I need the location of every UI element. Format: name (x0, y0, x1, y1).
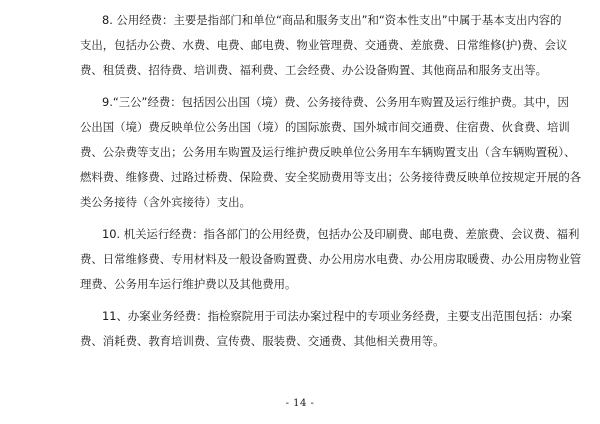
text-line: 10. 机关运行经费：指各部门的公用经费，包括办公及印刷费、邮电费、差旅费、会议费、福利 (102, 227, 580, 241)
text-line: 费、消耗费、教育培训费、宣传费、服装费、交通费、其他相关费用等。 (80, 334, 445, 348)
text-line: 燃料费、维修费、过路过桥费、保险费、安全奖励费用等支出；公务接待费反映单位按规定开展的各 (80, 170, 582, 184)
paragraph-operating-expenses (80, 222, 582, 297)
text-line: 费、公杂费等支出；公务用车购置及运行维护费反映单位公务用车车辆购置支出（含车辆购置税）、 (80, 145, 576, 159)
text-line: 8. 公用经费：主要是指部门和单位“商品和服务支出”和“资本性支出”中属于基本支出内容的 (102, 13, 562, 27)
text-line: 公出国（境）费反映单位公务出国（境）的国际旅费、国外城市间交通费、住宿费、伙食费、培训 (80, 120, 570, 134)
text-line: 类公务接待（含外宾接待）支出。 (80, 195, 251, 209)
document-body (80, 8, 582, 361)
text-line: 费、日常维修费、专用材料及一般设备购置费、办公用房水电费、办公用房取暖费、办公用房物业管 (80, 252, 582, 266)
paragraph-three-public-expenses (80, 90, 582, 215)
text-line: 费、租赁费、招待费、培训费、福利费、工会经费、办公设备购置、其他商品和服务支出等。 (80, 63, 548, 77)
text-line: 9.“三公”经费：包括因公出国（境）费、公务接待费、公务用车购置及运行维护费。其中，因 (102, 95, 569, 109)
text-line: 理费、公务用车运行维护费以及其他费用。 (80, 277, 297, 291)
page-number: - 14 - (285, 398, 315, 409)
text-line: 支出，包括办公费、水费、电费、邮电费、物业管理费、交通费、差旅费、日常维修(护)费、会议 (80, 38, 568, 52)
paragraph-case-handling-expenses (80, 304, 573, 354)
text-line: 11、办案业务经费：指检察院用于司法办案过程中的专项业务经费，主要支出范围包括：办案 (102, 309, 573, 323)
paragraph-public-expenses (80, 8, 568, 83)
